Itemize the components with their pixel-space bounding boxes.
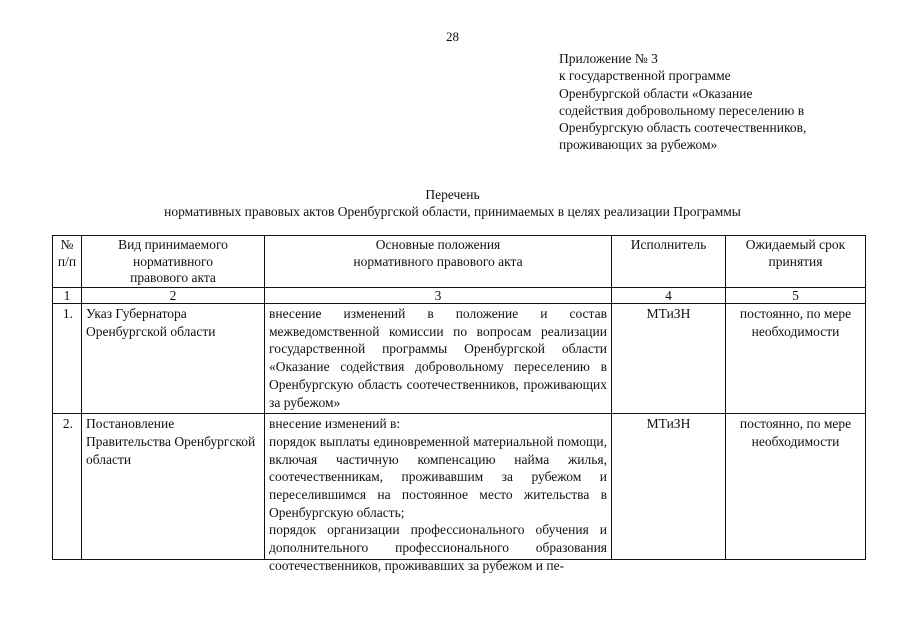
header-no: № п/п — [53, 236, 82, 288]
acts-table — [52, 235, 866, 573]
provisions-paragraph: порядок организации профессионального обучения и дополнительного профессионального образования соотечественников, проживавших за рубежом и пе- — [269, 522, 607, 573]
provisions-paragraph: порядок выплаты единовременной материальной помощи, включая частичную компенсацию найма жилья, соотечественникам, проживавшим за рубежом и переселившимся на постоянное место жительства в Оренбургскую область; — [269, 433, 607, 520]
expected-term: постоянно, по мере необходимости — [726, 304, 866, 414]
executor: МТиЗН — [612, 414, 726, 560]
act-provisions — [265, 414, 612, 573]
column-number: 3 — [265, 288, 612, 304]
table-header-row — [53, 236, 866, 288]
act-provisions: внесение изменений в положение и состав межведомственной комиссии по вопросам реализации государственной программы Оренбургской области «Оказание содействия добровольному переселению в Оренбургскую область соотечественников, проживающих за рубежом» — [265, 304, 612, 414]
provisions-intro: внесение изменений в: — [269, 416, 401, 432]
header-type: Вид принимаемого нормативного правового акта — [82, 236, 265, 288]
column-number-row — [53, 288, 866, 304]
table-row — [53, 304, 866, 414]
appendix-line: содействия добровольному переселению в — [559, 102, 805, 118]
appendix-line: к государственной программе — [559, 68, 731, 84]
table-row — [53, 414, 866, 560]
column-number: 1 — [53, 288, 82, 304]
row-number: 1. — [53, 304, 82, 414]
row-number: 2. — [53, 414, 82, 560]
header-main: Основные положения нормативного правового акта — [265, 236, 612, 288]
header-executor: Исполнитель — [612, 236, 726, 288]
expected-term: постоянно, по мере необходимости — [726, 414, 866, 560]
column-number: 2 — [82, 288, 265, 304]
column-number: 4 — [612, 288, 726, 304]
appendix-line: Оренбургской области «Оказание — [559, 85, 753, 101]
document-title — [0, 186, 905, 220]
act-type: Постановление Правительства Оренбургской области — [82, 414, 265, 560]
header-term: Ожидаемый срок принятия — [726, 236, 866, 288]
appendix-line: Приложение № 3 — [559, 51, 658, 66]
appendix-line: проживающих за рубежом» — [559, 137, 718, 153]
act-type: Указ Губернатора Оренбургской области — [82, 304, 265, 414]
column-number: 5 — [726, 288, 866, 304]
executor: МТиЗН — [612, 304, 726, 414]
appendix-line: Оренбургскую область соотечественников, — [559, 120, 807, 136]
appendix-block — [559, 50, 889, 154]
title-line-1: Перечень — [425, 187, 480, 202]
title-line-2: нормативных правовых актов Оренбургской области, принимаемых в целях реализации Программы — [164, 204, 741, 219]
page-number: 28 — [446, 29, 459, 44]
